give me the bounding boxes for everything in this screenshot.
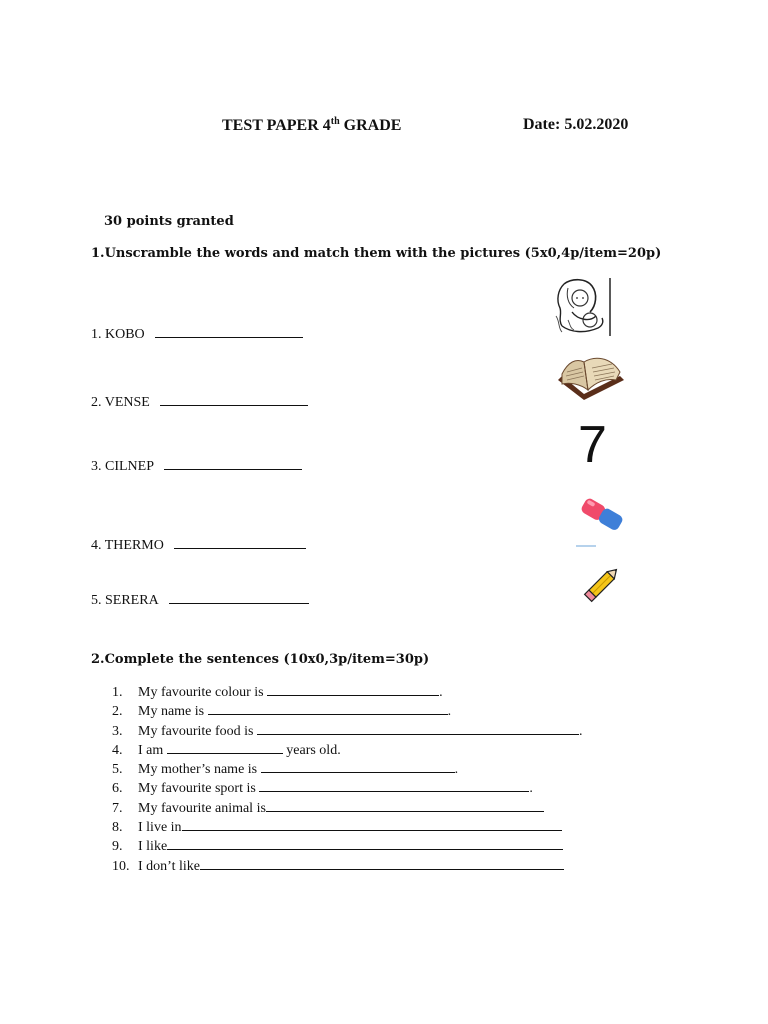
sentence-text: My favourite colour is [138,685,268,700]
sentence-end: years old. [282,742,341,758]
open-book-icon [554,350,628,415]
item-number: 7. [112,800,123,816]
item-number: 3. [112,723,123,739]
exercise-1-heading: 1.Unscramble the words and match them with the pictures (5x0,4p/item=20p) [91,246,662,261]
scramble-word: 4. THERMO [91,538,164,553]
scramble-word: 1. KOBO [91,327,145,342]
list-item [112,701,582,720]
sentence-text: I am [138,742,167,758]
scramble-item-4 [91,534,306,554]
scramble-word: 2. VENSE [91,395,150,410]
exercise-2-heading: 2.Complete the sentences (10x0,3p/item=30p) [91,652,430,667]
title-prefix: TEST PAPER 4 [222,117,331,134]
item-number: 2. [112,704,123,720]
answer-blank [208,701,448,715]
page-title [222,116,401,135]
list-item [112,798,582,817]
scramble-word: 3. CILNEP [91,459,154,474]
sentence-list [112,682,582,875]
sentence-end: . [578,723,583,739]
number-seven-icon: 7 [578,416,607,474]
answer-blank [160,391,308,406]
answer-blank [200,856,564,870]
test-date: Date: 5.02.2020 [523,116,629,133]
answer-blank [259,778,529,792]
answer-blank [267,682,439,696]
title-suffix: GRADE [339,117,402,134]
eraser-icon [572,486,630,553]
answer-blank [182,817,562,831]
list-item [112,836,582,855]
answer-blank [266,798,544,812]
list-item [112,740,582,759]
list-item [112,817,582,836]
sentence-text: My mother’s name is [138,762,261,778]
scramble-item-2 [91,391,308,411]
list-item [112,856,582,875]
answer-blank [257,721,579,735]
answer-blank [167,740,283,754]
item-number: 5. [112,762,123,778]
answer-blank [167,836,563,850]
scramble-item-5 [91,589,309,609]
item-number: 10. [112,858,130,874]
sentence-end: . [454,762,459,778]
sentence-text: I like [138,839,168,855]
scramble-item-1 [91,323,303,343]
answer-blank [155,323,303,338]
sentence-text: I live in [138,820,182,836]
sentence-text: My favourite sport is [138,781,260,797]
pencil-icon [580,560,626,611]
item-number: 8. [112,820,123,836]
answer-blank [261,759,455,773]
sentence-text: I don’t like [138,858,200,874]
item-number: 6. [112,781,123,797]
list-item [112,778,582,797]
answer-blank [169,589,309,604]
points-granted: 30 points granted [104,214,234,229]
sentence-end: . [529,781,533,797]
scramble-word: 5. SERERA [91,593,159,608]
item-number: 9. [112,839,123,855]
list-item [112,721,582,740]
sentence-text: My name is [138,704,208,720]
answer-blank [174,534,306,549]
list-item [112,759,582,778]
answer-blank [164,455,302,470]
sentence-text: My favourite food is [138,723,257,739]
sentence-end: . [439,685,443,700]
sentence-text: My favourite animal is [138,800,266,816]
scramble-item-3 [91,455,302,475]
mother-child-sketch-icon [550,276,616,343]
item-number: 4. [112,742,123,758]
sentence-end: . [447,704,452,720]
title-superscript: th [330,116,340,127]
item-number: 1. [112,685,123,700]
list-item [112,682,582,701]
